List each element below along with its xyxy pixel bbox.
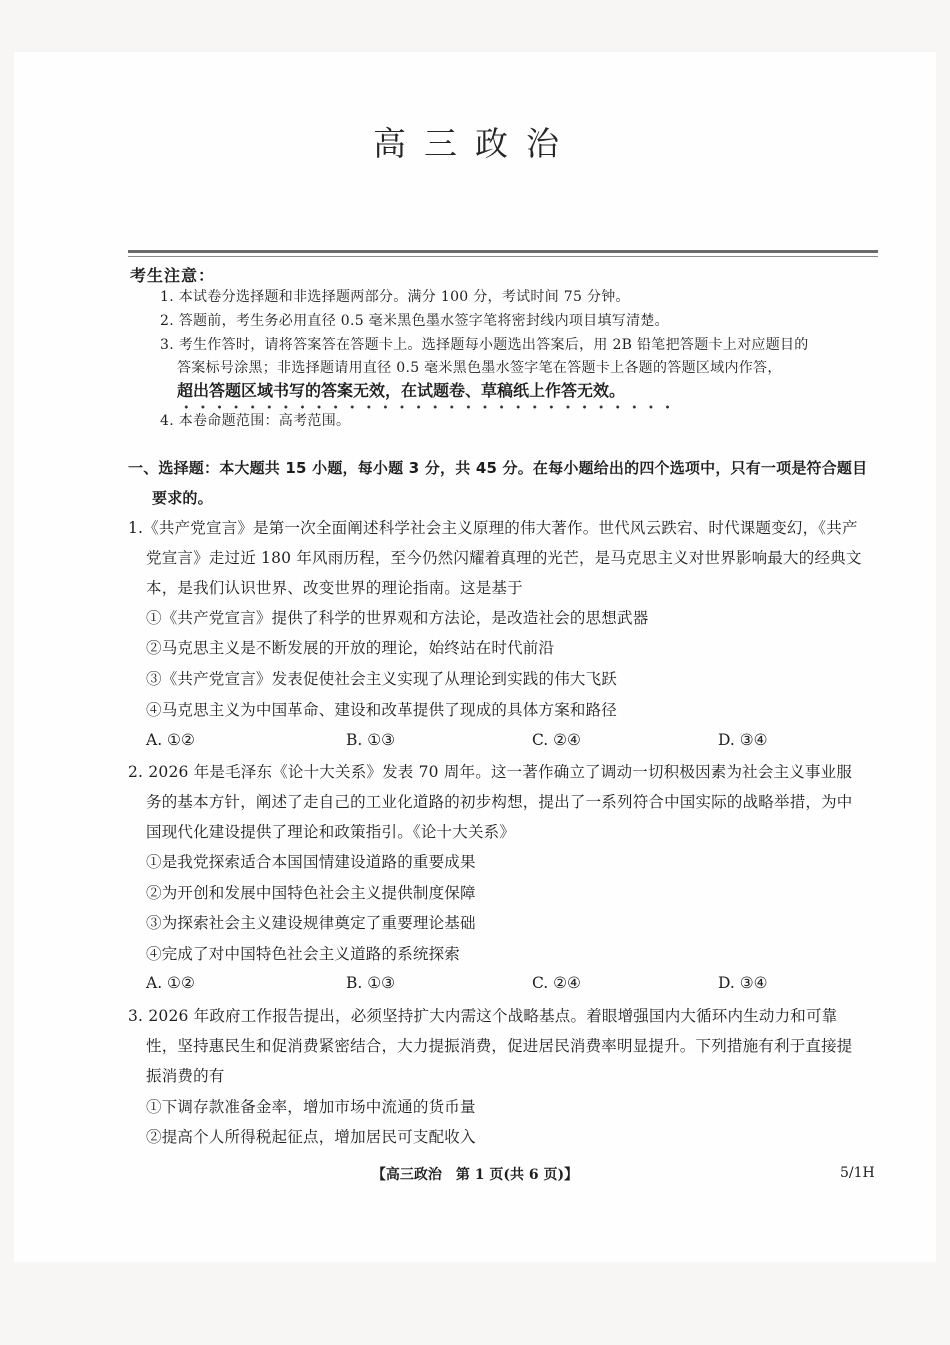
notice-item: 答案标号涂黑；非选择题请用直径 0.5 毫米黑色墨水签字笔在答题卡上各题的答题区域内作答，: [177, 360, 782, 376]
answer-choice-b: B. ①③: [346, 731, 396, 749]
header-rule-thin: [128, 256, 878, 257]
question-stem: 1.《共产党宣言》是第一次全面阐述科学社会主义原理的伟大著作。世代风云跌宕、时代课题变幻，《共产: [128, 519, 858, 537]
notice-item: 4. 本卷命题范围：高考范围。: [160, 413, 351, 429]
section-heading-cont: 要求的。: [152, 489, 213, 507]
answer-choice-a: A. ①②: [146, 731, 195, 749]
notice-item: 1. 本试卷分选择题和非选择题两部分。满分 100 分，考试时间 75 分钟。: [160, 289, 630, 305]
answer-choice-d: D. ③④: [718, 974, 768, 992]
header-rule-thick: [128, 250, 878, 253]
question-option: ④马克思主义为中国革命、建设和改革提供了现成的具体方案和路径: [146, 701, 618, 719]
answer-choice-d: D. ③④: [718, 731, 768, 749]
question-stem: 性，坚持惠民生和促消费紧密结合，大力提振消费，促进居民消费率明显提升。下列措施有利于直接提: [146, 1037, 853, 1055]
question-option: ③为探索社会主义建设规律奠定了重要理论基础: [146, 914, 476, 932]
answer-choice-b: B. ①③: [346, 974, 396, 992]
answer-choice-a: A. ①②: [146, 974, 195, 992]
notice-item: 2. 答题前，考生务必用直径 0.5 毫米黑色墨水签字笔将密封线内项目填写清楚。: [160, 313, 669, 329]
question-option: ②马克思主义是不断发展的开放的理论，始终站在时代前沿: [146, 639, 555, 657]
question-option: ②为开创和发展中国特色社会主义提供制度保障: [146, 884, 476, 902]
question-stem: 振消费的有: [146, 1067, 225, 1085]
paper-code: 5/1H: [840, 1165, 875, 1181]
question-stem: 2. 2026 年是毛泽东《论十大关系》发表 70 周年。这一著作确立了调动一切积极因素为社会主义事业服: [128, 763, 853, 781]
section-heading: 一、选择题：本大题共 15 小题，每小题 3 分，共 45 分。在每小题给出的四个选项中，只有一项是符合题目: [128, 459, 868, 477]
notice-item-emphasis: 超出答题区域书写的答案无效，在试题卷、草稿纸上作答无效。: [177, 381, 626, 400]
page-footer: 【高三政治 第 1 页(共 6 页)】: [371, 1167, 579, 1183]
question-stem: 本，是我们认识世界、改变世界的理论指南。这是基于: [146, 579, 523, 597]
question-option: ②提高个人所得税起征点，增加居民可支配收入: [146, 1128, 476, 1146]
question-option: ④完成了对中国特色社会主义道路的系统探索: [146, 945, 461, 963]
question-option: ①《共产党宣言》提供了科学的世界观和方法论，是改造社会的思想武器: [146, 609, 649, 627]
question-stem: 国现代化建设提供了理论和政策指引。《论十大关系》: [146, 823, 516, 841]
question-option: ①是我党探索适合本国国情建设道路的重要成果: [146, 853, 476, 871]
question-option: ③《共产党宣言》发表促使社会主义实现了从理论到实践的伟大飞跃: [146, 670, 618, 688]
emphasis-dots: [178, 404, 678, 410]
question-option: ①下调存款准备金率，增加市场中流通的货币量: [146, 1098, 476, 1116]
question-stem: 务的基本方针，阐述了走自己的工业化道路的初步构想，提出了一系列符合中国实际的战略举措，为中: [146, 793, 853, 811]
notice-heading: 考生注意：: [130, 266, 216, 285]
notice-item: 3. 考生作答时，请将答案答在答题卡上。选择题每小题选出答案后，用 2B 铅笔把答题卡上对应题目的: [160, 337, 809, 353]
answer-choice-c: C. ②④: [532, 974, 581, 992]
page-title: 高三政治: [373, 124, 577, 163]
question-stem: 3. 2026 年政府工作报告提出，必须坚持扩大内需这个战略基点。着眼增强国内大循环内生动力和可靠: [128, 1007, 838, 1025]
answer-choice-c: C. ②④: [532, 731, 581, 749]
question-stem: 党宣言》走过近 180 年风雨历程，至今仍然闪耀着真理的光芒，是马克思主义对世界影响最大的经典文: [146, 549, 862, 567]
